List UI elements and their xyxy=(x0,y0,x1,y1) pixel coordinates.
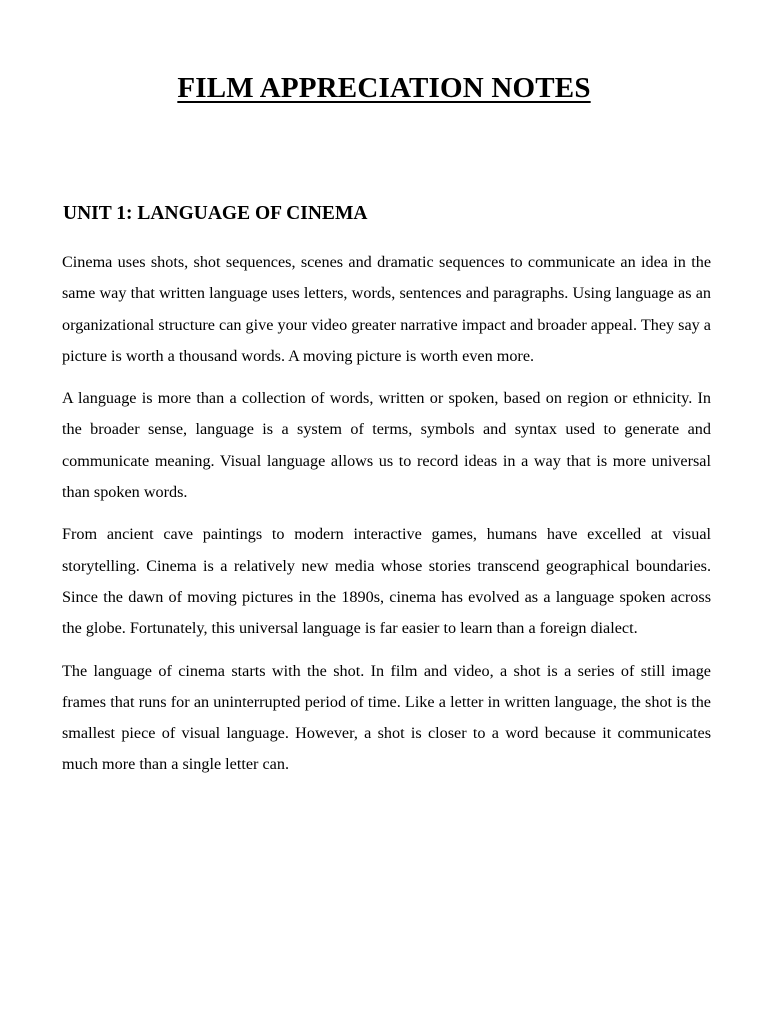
paragraph-4: The language of cinema starts with the shot. In film and video, a shot is a series of still image frames that runs for an uninterrupted period of time. Like a letter in written language, the shot is the smallest piece of visual language. However, a shot is closer to a word because it communicates much more than a single letter can. xyxy=(62,661,711,774)
document-title: FILM APPRECIATION NOTES xyxy=(177,72,591,104)
body-text xyxy=(62,247,711,792)
paragraph-1: Cinema uses shots, shot sequences, scenes and dramatic sequences to communicate an idea in the same way that written language uses letters, words, sentences and paragraphs. Using language as an organizational structure can give your video greater narrative impact and broader appeal. They say a picture is worth a thousand words. A moving picture is worth even more. xyxy=(62,253,711,365)
paragraph-2: A language is more than a collection of words, written or spoken, based on region or ethnicity. In the broader sense, language is a system of terms, symbols and syntax used to generate and communicate meaning. Visual language allows us to record ideas in a way that is more universal than spoken words. xyxy=(62,389,711,502)
unit-heading: UNIT 1: LANGUAGE OF CINEMA xyxy=(63,203,368,224)
paragraph-3: From ancient cave paintings to modern interactive games, humans have excelled at visual storytelling. Cinema is a relatively new media whose stories transcend geographical boundaries. Since the dawn of moving pictures in the 1890s, cinema has evolved as a language spoken across the globe. Fortunately, this universal language is far easier to learn than a foreign dialect. xyxy=(62,525,711,638)
